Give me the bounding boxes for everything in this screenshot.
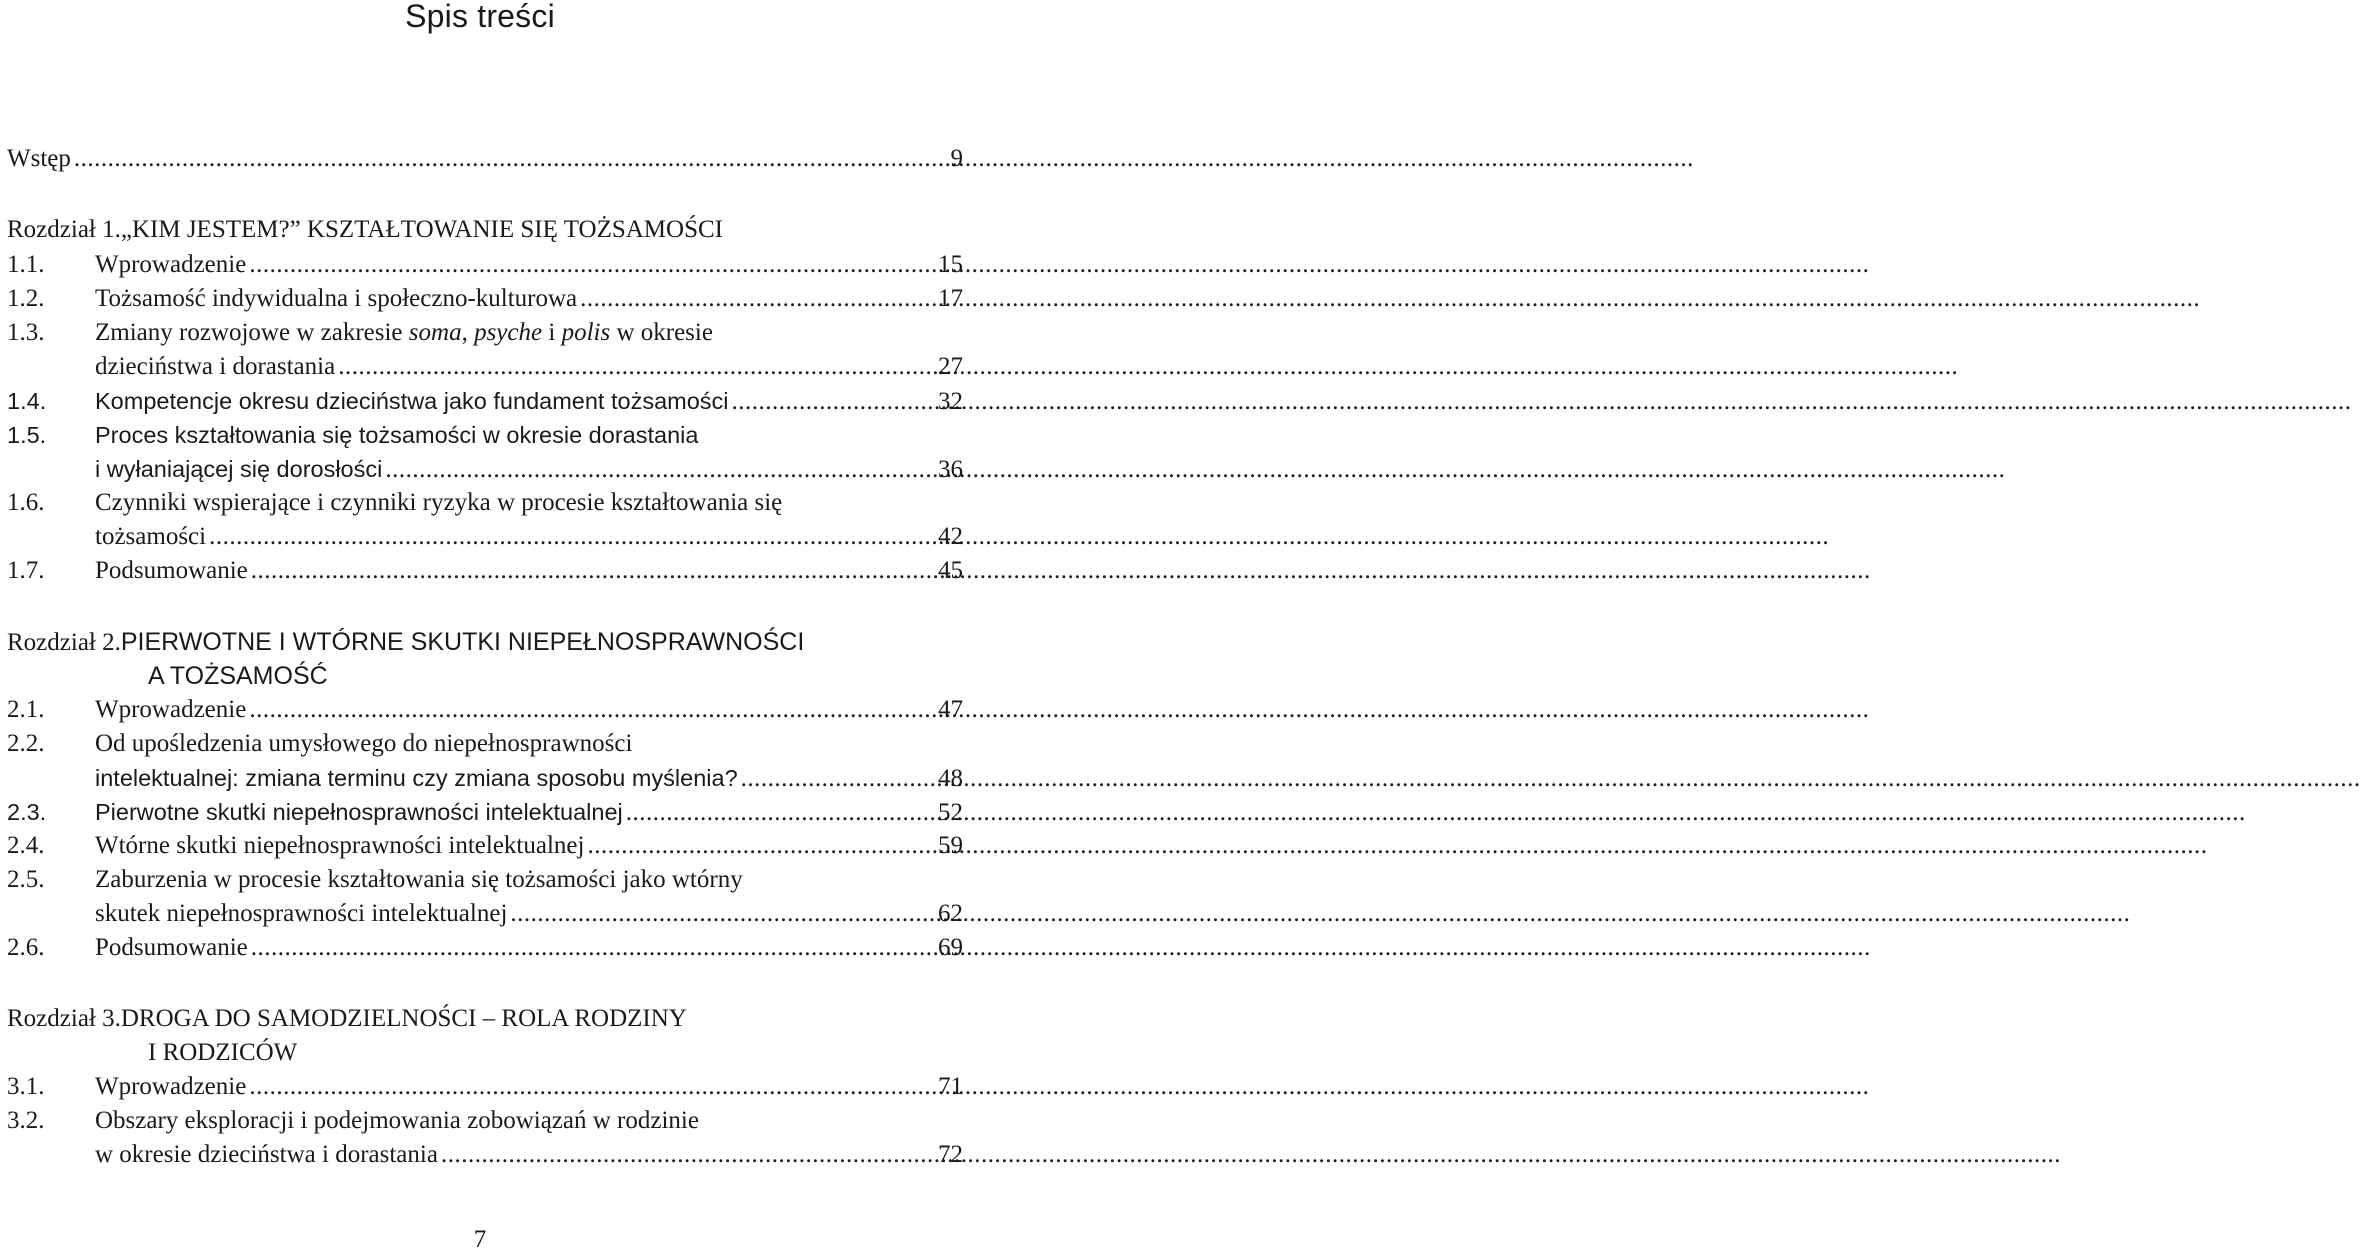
toc-entry-2-4[interactable] [7,829,963,863]
title-part: w okresie [610,319,713,346]
toc-entry-3-2-cont[interactable] [95,1138,963,1172]
toc-entry-page: 52 [938,799,963,826]
toc-entry-title: Podsumowanie [95,557,248,584]
dot-leader [441,1138,905,1172]
toc-entry-title-line1: Proces kształtowania się tożsamości w okresie dorastania [95,422,699,448]
title-part-italic: psyche [474,319,543,346]
toc-entry-1-1[interactable] [7,248,963,282]
toc-entry-number: 2.6. [7,934,45,961]
toc-entry-1-7[interactable] [7,554,963,588]
dot-leader [251,554,905,588]
toc-entry-2-3[interactable] [7,795,963,829]
page-title: Spis treści [405,0,555,34]
toc-entry-3-1[interactable] [7,1070,963,1104]
toc-entry-number: 2.2. [7,730,45,757]
toc-entry-page: 71 [938,1073,963,1100]
toc-entry-title: intelektualnej: zmiana terminu czy zmiana sposobu myślenia? [95,765,738,791]
toc-entry-title-line1: Od upośledzenia umysłowego do niepełnosprawności [95,730,633,757]
toc-entry-2-2[interactable] [7,727,963,761]
toc-entry-title-line1: Zaburzenia w procesie kształtowania się tożsamości jako wtórny [95,866,743,893]
toc-entry-title: Wprowadzenie [95,696,247,723]
title-part: , [461,319,475,346]
dot-leader [626,796,905,830]
toc-entry-page: 72 [938,1141,963,1168]
toc-entry-number: 1.3. [7,319,45,346]
toc-entry-page: 9 [950,145,963,172]
toc-entry-page: 69 [938,934,963,961]
toc-entry-2-5-cont[interactable] [95,897,963,931]
toc-entry-page: 15 [938,251,963,278]
toc-entry-page: 45 [938,557,963,584]
toc-entry-number: 1.2. [7,285,45,312]
chapter-heading-3[interactable] [7,1002,947,1036]
title-part: i [542,319,562,346]
chapter-heading-2-cont [148,659,328,693]
chapter-title: PIERWOTNE I WTÓRNE SKUTKI NIEPEŁNOSPRAWNOŚCI [120,628,805,656]
toc-entry-page: 36 [938,456,963,483]
toc-entry-title: tożsamości [95,523,207,550]
toc-entry-1-5-cont[interactable] [95,452,963,486]
toc-entry-number: 3.1. [7,1073,45,1100]
toc-entry-page: 17 [938,285,963,312]
dot-leader [249,1070,905,1104]
toc-entry-3-2[interactable] [7,1104,963,1138]
toc-entry-title: i wyłaniającej się dorosłości [95,456,383,482]
toc-entry-1-3[interactable] [7,316,963,350]
toc-entry-2-6[interactable] [7,931,963,965]
toc-entry-number: 2.3. [7,799,47,825]
toc-entry-number: 1.1. [7,251,45,278]
toc-entry-1-4[interactable] [7,384,963,418]
toc-entry-2-2-cont[interactable] [95,761,963,795]
dot-leader [741,762,905,796]
toc-entry-title-line1: Obszary eksploracji i podejmowania zobowiązań w rodzinie [95,1107,699,1134]
dot-leader [209,520,905,554]
dot-leader [249,693,905,727]
toc-entry-1-6[interactable] [7,486,963,520]
dot-leader [74,142,905,176]
toc-entry-2-1[interactable] [7,693,963,727]
toc-entry-title: Pierwotne skutki niepełnosprawności intelektualnej [95,799,623,825]
toc-entry-number: 3.2. [7,1107,45,1134]
toc-entry-number: 2.4. [7,832,45,859]
toc-entry-page: 42 [938,523,963,550]
dot-leader [249,248,905,282]
toc-entry-page: 32 [938,388,963,415]
toc-entry-1-6-cont[interactable] [95,520,963,554]
page-number: 7 [473,1226,487,1253]
toc-entry-title: dzieciństwa i dorastania [95,353,336,380]
dot-leader [587,829,905,863]
toc-entry-number: 1.7. [7,557,45,584]
toc-entry-title: Wprowadzenie [95,251,247,278]
chapter-title: DROGA DO SAMODZIELNOŚCI – ROLA RODZINY [120,1005,687,1032]
toc-entry-title: Podsumowanie [95,934,248,961]
chapter-heading-2[interactable] [7,625,947,659]
toc-entry-title: skutek niepełnosprawności intelektualnej [95,900,508,927]
chapter-heading-1[interactable] [7,213,947,247]
toc-entry-number: 1.4. [7,388,47,414]
toc-entry-page: 47 [938,696,963,723]
toc-entry-page: 27 [938,353,963,380]
toc-entry-page: 62 [938,900,963,927]
toc-entry-1-5[interactable] [7,418,963,452]
chapter-title: „KIM JESTEM?” KSZTAŁTOWANIE SIĘ TOŻSAMOŚCI [120,216,723,243]
toc-entry-title-line1: Czynniki wspierające i czynniki ryzyka w procesie kształtowania się [95,489,783,516]
dot-leader [251,931,905,965]
chapter-prefix: Rozdział 2. [7,629,121,656]
chapter-prefix: Rozdział 1. [7,216,121,243]
title-part: Zmiany rozwojowe w zakresie [95,319,409,346]
toc-entry-title: Wtórne skutki niepełnosprawności intelektualnej [95,832,585,859]
toc-entry-number: 2.5. [7,866,45,893]
dot-leader [338,350,905,384]
dot-leader [580,282,905,316]
chapter-prefix: Rozdział 3. [7,1005,121,1032]
toc-entry-title: Wstęp [7,145,71,172]
dot-leader [385,453,905,487]
toc-entry-number: 2.1. [7,696,45,723]
chapter-heading-3-cont [148,1036,297,1070]
toc-entry-title: w okresie dzieciństwa i dorastania [95,1141,438,1168]
toc-entry-2-5[interactable] [7,863,963,897]
toc-entry-page: 48 [938,765,963,792]
toc-entry-title: Wprowadzenie [95,1073,247,1100]
toc-entry-title-line1 [95,316,713,350]
chapter-title-cont: A TOŻSAMOŚĆ [148,662,328,690]
dot-leader [732,385,905,419]
toc-entry-title: Kompetencje okresu dzieciństwa jako fundament tożsamości [95,388,729,414]
toc-entry-number: 1.5. [7,422,47,448]
title-part-italic: polis [561,319,611,346]
toc-entry-title: Tożsamość indywidualna i społeczno-kulturowa [95,285,578,312]
toc-entry-number: 1.6. [7,489,45,516]
toc-entry-1-2[interactable] [7,282,963,316]
toc-entry-page: 59 [938,832,963,859]
toc-entry-1-3-cont[interactable] [95,350,963,384]
dot-leader [510,897,905,931]
chapter-title-cont: I RODZICÓW [148,1039,298,1066]
title-part-italic: soma [408,319,462,346]
toc-entry-intro[interactable] [7,142,963,176]
